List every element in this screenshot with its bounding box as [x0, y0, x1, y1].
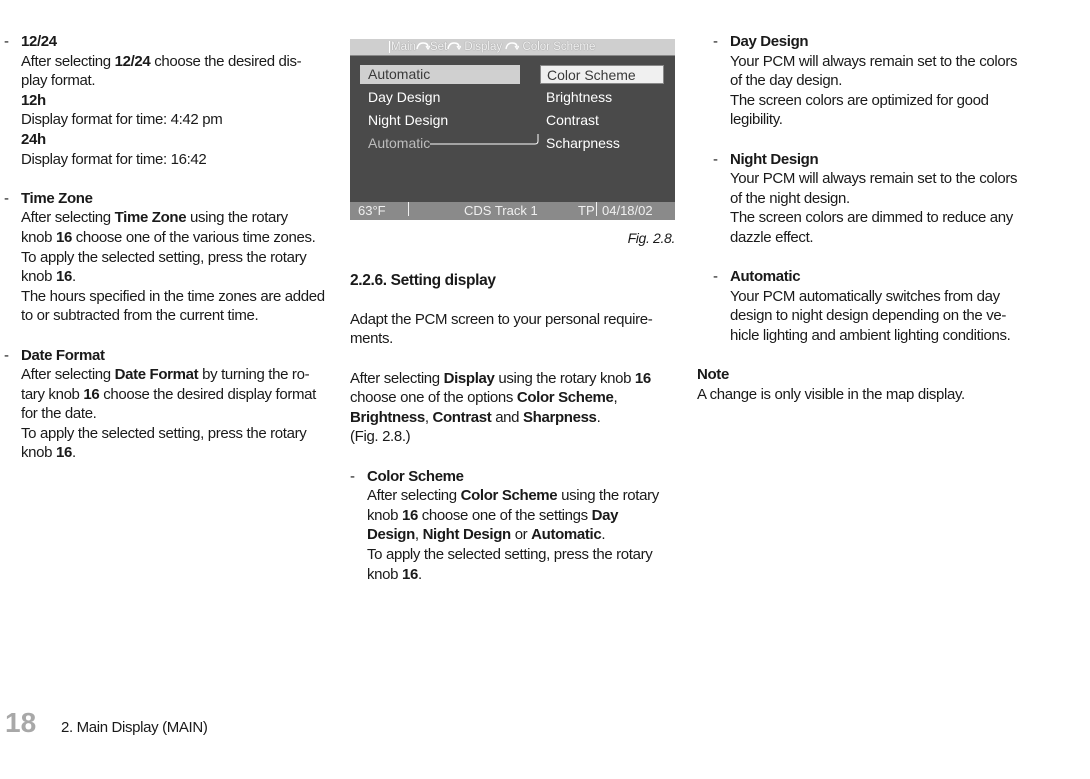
text-line: Design, Night Design or Automatic. [367, 526, 606, 544]
figure-caption: Fig. 2.8. [627, 230, 675, 246]
return-arrow-icon [505, 42, 519, 51]
list-dash: - [4, 346, 9, 364]
text-line: To apply the selected setting, press the rotary [367, 545, 653, 563]
text-line: knob 16. [21, 268, 76, 286]
text-line: of the day design. [730, 72, 843, 90]
status-temperature: 63°F [358, 203, 386, 218]
heading-date-format: Date Format [21, 346, 105, 364]
text-line: play format. [21, 72, 96, 90]
text-line: Your PCM will always remain set to the colors [730, 170, 1018, 188]
connector-line-icon [428, 134, 540, 146]
list-dash: - [713, 150, 718, 168]
note-heading: Note [697, 366, 729, 384]
column-left [4, 32, 334, 463]
heading-day-design: Day Design [730, 33, 809, 50]
status-date: 04/18/02 [602, 203, 653, 218]
text-line: To apply the selected setting, press the rotary [21, 248, 307, 266]
note-text: A change is only visible in the map display. [697, 385, 965, 403]
text-line: After selecting Time Zone using the rotary [21, 209, 288, 227]
return-arrow-icon [447, 42, 461, 51]
heading-night-design: Night Design [730, 150, 819, 168]
heading-time-zone: Time Zone [21, 189, 93, 207]
menu-contrast[interactable]: Contrast [546, 112, 599, 128]
status-source: CDS Track 1 [464, 203, 538, 218]
text-line: for the date. [21, 405, 97, 423]
list-item-day-design [697, 32, 1027, 130]
text-line: knob 16 choose one of the various time zones. [21, 228, 316, 246]
menu-brightness[interactable]: Brightness [546, 89, 613, 105]
list-dash: - [4, 33, 9, 50]
option-night-design[interactable]: Night Design [368, 112, 449, 128]
list-item-automatic [697, 267, 1027, 345]
page-number: 18 [5, 707, 37, 738]
text-line: Your PCM automatically switches from day [730, 287, 1000, 305]
text-line: (Fig. 2.8.) [350, 428, 411, 446]
heading-color-scheme: Color Scheme [367, 467, 464, 485]
option-automatic-selected[interactable]: Automatic [360, 65, 520, 84]
section-title: 2.2.6. Setting display [350, 271, 496, 289]
heading-12h: 12h [21, 91, 46, 109]
heading-24h: 24h [21, 130, 46, 148]
text-line: Adapt the PCM screen to your personal require- [350, 310, 653, 328]
list-dash: - [350, 467, 355, 485]
list-dash: - [713, 268, 718, 286]
screen-status-bar [350, 202, 675, 220]
text-line: After selecting Display using the rotary knob 16 [350, 369, 651, 387]
text-line: After selecting Date Format by turning the ro- [21, 366, 310, 384]
text-line: knob 16. [367, 565, 422, 583]
heading-automatic: Automatic [730, 268, 801, 286]
column-right [697, 32, 1027, 404]
text-line: After selecting Color Scheme using the rotary [367, 487, 659, 505]
list-dash: - [713, 33, 718, 50]
text-line: dazzle effect. [730, 228, 814, 246]
text-line: After selecting 12/24 choose the desired dis- [21, 52, 302, 70]
heading-12-24: 12/24 [21, 33, 57, 50]
screen-breadcrumb [350, 39, 675, 56]
breadcrumb-main: Main [391, 41, 416, 53]
text-line: legibility. [730, 111, 783, 129]
text-line: Your PCM will always remain set to the colors [730, 52, 1018, 70]
option-automatic-current: Automatic [368, 135, 431, 151]
text-line: knob 16 choose one of the settings Day [367, 506, 619, 524]
list-item-12-24 [4, 32, 334, 169]
text-line: Display format for time: 16:42 [21, 150, 207, 168]
list-item-night-design [697, 150, 1027, 248]
text-line: Display format for time: 4:42 pm [21, 111, 223, 129]
list-item-date-format [4, 346, 334, 464]
text-line: ments. [350, 330, 393, 348]
pcm-screen-figure [350, 39, 675, 220]
list-dash: - [4, 189, 9, 207]
text-line: To apply the selected setting, press the rotary [21, 424, 307, 442]
status-tp: TP [578, 203, 595, 218]
text-line: of the night design. [730, 189, 850, 207]
list-item-time-zone [4, 189, 334, 326]
text-line: knob 16. [21, 444, 76, 462]
text-line: tary knob 16 choose the desired display format [21, 385, 316, 403]
text-line: to or subtracted from the current time. [21, 307, 259, 325]
text-line: The screen colors are optimized for good [730, 91, 989, 109]
breadcrumb-set: Set [429, 41, 448, 53]
menu-sharpness[interactable]: Scharpness [546, 135, 620, 151]
chapter-title: 2. Main Display (MAIN) [61, 719, 208, 736]
return-arrow-icon [416, 42, 430, 51]
text-line: The hours specified in the time zones are added [21, 287, 325, 305]
menu-color-scheme-selected[interactable]: Color Scheme [540, 65, 664, 84]
breadcrumb-display: Display [464, 41, 503, 53]
column-middle [350, 32, 680, 584]
text-line: choose one of the options Color Scheme, [350, 389, 618, 407]
text-line: Brightness, Contrast and Sharpness. [350, 408, 601, 426]
option-day-design[interactable]: Day Design [368, 89, 441, 105]
list-item-color-scheme [350, 467, 680, 585]
text-line: hicle lighting and ambient lighting conditions. [730, 326, 1011, 344]
text-line: The screen colors are dimmed to reduce any [730, 209, 1013, 227]
breadcrumb-color-scheme: Color Scheme [522, 41, 596, 53]
text-line: design to night design depending on the ve- [730, 307, 1007, 325]
